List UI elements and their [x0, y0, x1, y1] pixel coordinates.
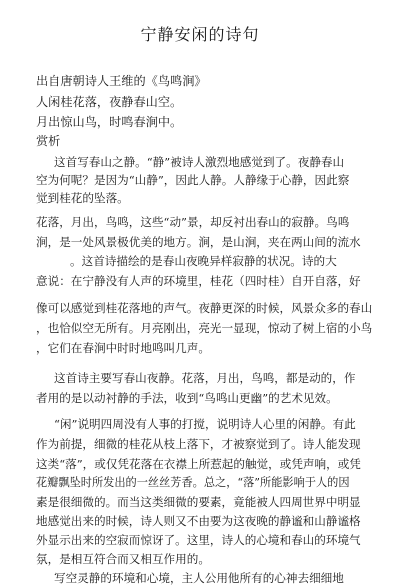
- paragraph-line: 氛，是相互符合而又相互作用的。: [36, 552, 210, 566]
- paragraph-line: ，也恰似空无所有。月亮刚出，亮光一显现，惊动了树上宿的小鸟: [36, 321, 372, 335]
- paragraph-line: ，它们在春涧中时时地鸣叫几声。: [36, 341, 210, 355]
- document-title: 宁静安闲的诗句: [140, 25, 260, 44]
- paragraph-line: 外显示出来的空寂而惊讶了。这里，诗人的心境和春山的环境气: [36, 533, 361, 547]
- paragraph-line: 空为何呢？是因为“山静”，因此人静。人静缘于心静，因此察: [36, 173, 350, 187]
- paragraph-line: 。这首诗描绘的是春山夜晚异样寂静的状况。诗的大: [70, 254, 337, 268]
- paragraph-line: 像可以感觉到桂花落地的声气。夜静更深的时候，风景众多的春山: [36, 301, 372, 315]
- paragraph-line: 这首诗主要写春山夜静。花落，月出，鸟鸣，都是动的，作: [54, 371, 356, 385]
- paragraph-line: 这类“落”，或仅凭花落在衣襟上所惹起的触觉，或凭声响，或凭: [36, 457, 361, 471]
- paragraph-line: 意说：在宁静没有人声的环境里，桂花（四时桂）自开自落，好: [36, 274, 361, 288]
- paragraph-line: 花瓣飘坠时所发出的一丝丝芳香。总之，“落”所能影响于人的因: [36, 476, 350, 489]
- poem-line-1: 人闲桂花落，夜静春山空。: [36, 95, 183, 109]
- paragraph-line: 觉到桂花的坠落。: [36, 191, 129, 205]
- paragraph-line: 写空灵静的环境和心境，主人公用他所有的心神去细细地: [54, 571, 344, 585]
- paragraph-line: 者用的是以动衬静的手法，收到“鸟鸣山更幽”的艺术见效。: [36, 391, 338, 405]
- paragraph-line: 花落，月出，鸟鸣，这些“动”景，却反衬出春山的寂静。鸟鸣: [36, 215, 350, 229]
- paragraph-line: 素是很细微的。而当这类细微的要素，竟能被人四周世界中明显: [36, 495, 361, 509]
- paragraph-line: 作为前提，细微的桂花从枝上落下，才被察觉到了。诗人能发现: [36, 437, 361, 451]
- appreciation-heading: 赏析: [36, 134, 61, 148]
- paragraph-line: 地感觉出来的时候，诗人则又不由要为这夜晚的静谧和山静谧格: [36, 514, 361, 528]
- paragraph-line: 涧，是一处风景极优美的地方。涧，是山涧，夹在两山间的流水: [36, 235, 361, 249]
- paragraph-line: “闲”说明四周没有人事的打搅，说明诗人心里的闲静。有此: [54, 417, 356, 431]
- source-line: 出自唐朝诗人王维的《鸟鸣涧》: [36, 74, 207, 88]
- paragraph-line: 这首写春山之静。“静”被诗人激烈地感觉到了。夜静春山: [54, 155, 345, 169]
- poem-line-2: 月出惊山鸟，时鸣春涧中。: [36, 115, 183, 129]
